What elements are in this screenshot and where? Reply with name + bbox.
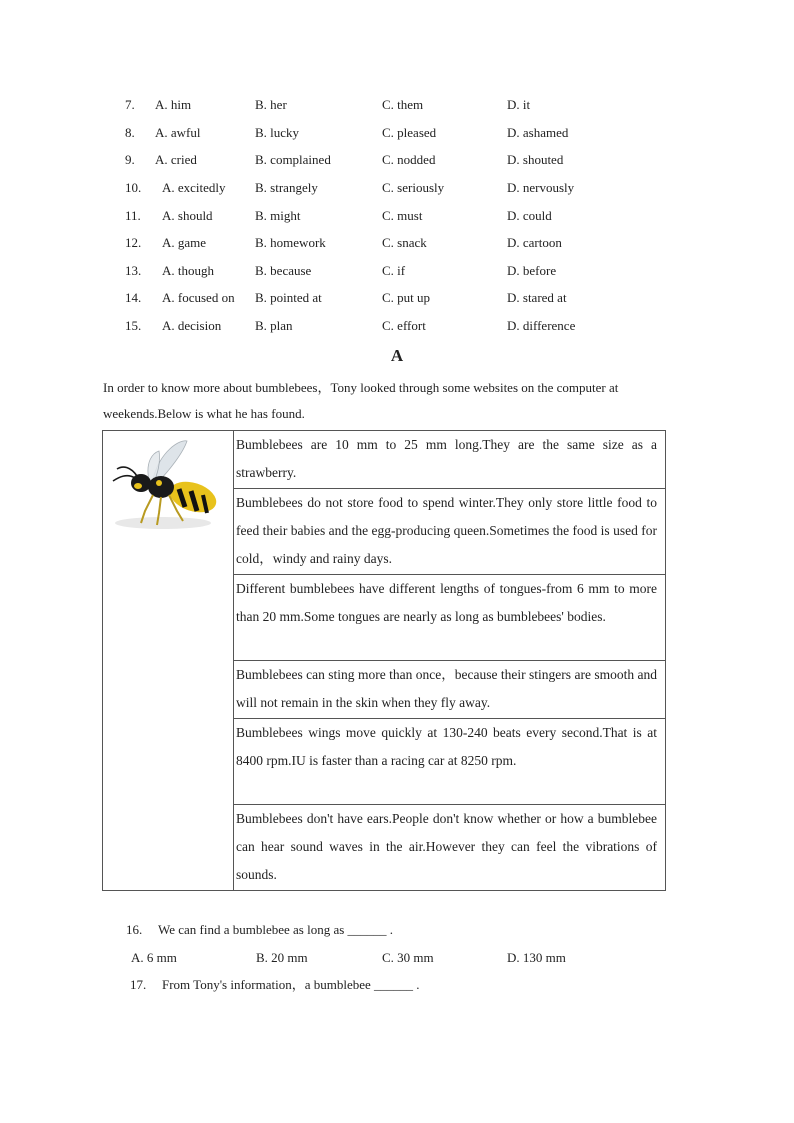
option-a[interactable]: A. game bbox=[162, 235, 207, 250]
option-d[interactable]: D. could bbox=[507, 208, 552, 223]
option-b[interactable]: B. strangely bbox=[255, 180, 318, 195]
option-c[interactable]: C. if bbox=[382, 263, 406, 278]
option-a[interactable]: A. should bbox=[162, 208, 213, 223]
question-number: 8. bbox=[125, 125, 135, 140]
option-a[interactable]: A. awful bbox=[155, 125, 201, 140]
option-d[interactable]: D. before bbox=[507, 263, 557, 278]
question-number: 11. bbox=[125, 208, 141, 223]
option-d[interactable]: D. difference bbox=[507, 318, 576, 333]
fact-cell: Bumblebees don't have ears.People don't know whether or how a bumblebee can hear sound waves in the air.However they can feel the vibrations of sounds. bbox=[234, 805, 666, 891]
option-b[interactable]: B. her bbox=[255, 97, 287, 112]
option-d[interactable]: D. 130 mm bbox=[507, 950, 566, 965]
question-number: 12. bbox=[125, 235, 142, 250]
question-number: 7. bbox=[125, 97, 135, 112]
facts-table bbox=[102, 430, 666, 891]
option-c[interactable]: C. 30 mm bbox=[382, 950, 434, 965]
option-a[interactable]: A. decision bbox=[162, 318, 222, 333]
option-b[interactable]: B. pointed at bbox=[255, 290, 322, 305]
question-text: From Tony's information，a bumblebee ______ . bbox=[162, 977, 420, 992]
option-d[interactable]: D. shouted bbox=[507, 152, 564, 167]
option-c[interactable]: C. snack bbox=[382, 235, 427, 250]
option-a[interactable]: A. focused on bbox=[162, 290, 235, 305]
option-c[interactable]: C. seriously bbox=[382, 180, 445, 195]
question-number: 9. bbox=[125, 152, 135, 167]
fact-cell: Bumblebees can sting more than once，because their stingers are smooth and will not remain in the skin when they fly away. bbox=[234, 661, 666, 719]
question-number: 14. bbox=[125, 290, 142, 305]
option-d[interactable]: D. it bbox=[507, 97, 531, 112]
question-number: 13. bbox=[125, 263, 142, 278]
option-d[interactable]: D. nervously bbox=[507, 180, 575, 195]
intro-paragraph: In order to know more about bumblebees，Tony looked through some websites on the computer at weekends.Below is what he has found. bbox=[103, 380, 619, 421]
option-b[interactable]: B. 20 mm bbox=[256, 950, 308, 965]
option-c[interactable]: C. must bbox=[382, 208, 423, 223]
fact-cell: Bumblebees do not store food to spend winter.They only store little food to feed their babies and the egg-producing queen.Sometimes the food is used for cold，windy and rainy days. bbox=[234, 489, 666, 575]
fact-cell: Different bumblebees have different lengths of tongues-from 6 mm to more than 20 mm.Some tongues are nearly as long as bumblebees' bodies. bbox=[234, 575, 666, 661]
option-b[interactable]: B. plan bbox=[255, 318, 293, 333]
option-a[interactable]: A. excitedly bbox=[162, 180, 226, 195]
section-heading: A bbox=[390, 346, 404, 365]
option-b[interactable]: B. lucky bbox=[255, 125, 300, 140]
option-c[interactable]: C. nodded bbox=[382, 152, 436, 167]
question-number: 16. bbox=[126, 922, 143, 937]
question-text: We can find a bumblebee as long as ______ . bbox=[158, 922, 394, 937]
fact-cell: Bumblebees are 10 mm to 25 mm long.They are the same size as a strawberry. bbox=[234, 431, 666, 489]
option-c[interactable]: C. pleased bbox=[382, 125, 437, 140]
option-b[interactable]: B. might bbox=[255, 208, 301, 223]
question-number: 10. bbox=[125, 180, 142, 195]
question-number: 15. bbox=[125, 318, 142, 333]
option-a[interactable]: A. him bbox=[155, 97, 192, 112]
option-d[interactable]: D. stared at bbox=[507, 290, 567, 305]
wasp-icon bbox=[105, 431, 225, 541]
option-a[interactable]: A. 6 mm bbox=[131, 950, 177, 965]
option-b[interactable]: B. because bbox=[255, 263, 312, 278]
option-c[interactable]: C. put up bbox=[382, 290, 431, 305]
question-number: 17. bbox=[130, 977, 147, 992]
option-d[interactable]: D. ashamed bbox=[507, 125, 569, 140]
option-a[interactable]: A. cried bbox=[155, 152, 197, 167]
option-a[interactable]: A. though bbox=[162, 263, 214, 278]
option-b[interactable]: B. complained bbox=[255, 152, 331, 167]
option-b[interactable]: B. homework bbox=[255, 235, 326, 250]
fact-cell: Bumblebees wings move quickly at 130-240 beats every second.That is at 8400 rpm.IU is faster than a racing car at 8250 rpm. bbox=[234, 719, 666, 805]
image-cell bbox=[103, 431, 234, 891]
option-c[interactable]: C. them bbox=[382, 97, 424, 112]
option-d[interactable]: D. cartoon bbox=[507, 235, 562, 250]
option-c[interactable]: C. effort bbox=[382, 318, 426, 333]
